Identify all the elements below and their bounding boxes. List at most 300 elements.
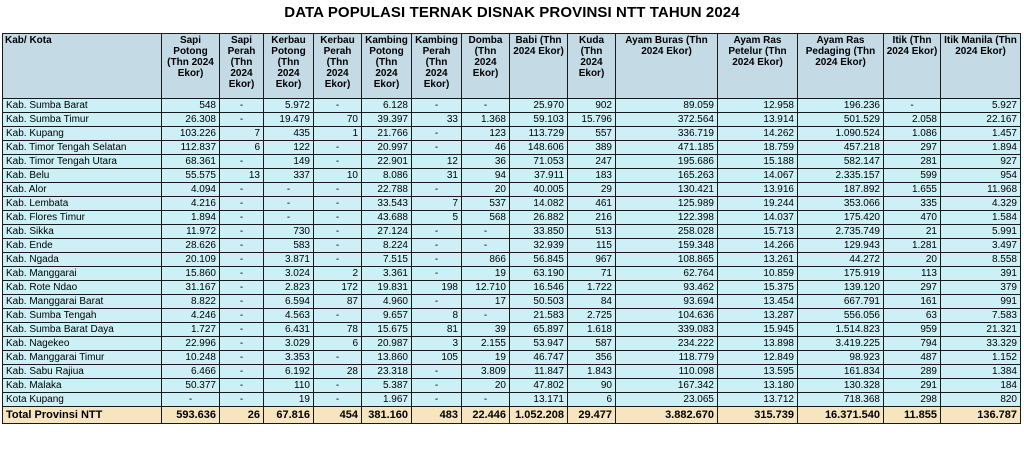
value-cell: 372.564	[616, 113, 718, 127]
value-cell: 19.244	[718, 197, 798, 211]
value-cell: -	[314, 211, 362, 225]
value-cell: -	[264, 211, 314, 225]
value-cell: 298	[884, 393, 941, 407]
value-cell: 1.384	[941, 365, 1021, 379]
value-cell: 12.710	[462, 281, 510, 295]
value-cell: -	[264, 183, 314, 197]
table-row	[3, 337, 1021, 351]
value-cell: 12.849	[718, 351, 798, 365]
value-cell: -	[220, 211, 264, 225]
value-cell: 667.791	[798, 295, 884, 309]
value-cell: 11.968	[941, 183, 1021, 197]
value-cell: 47.802	[510, 379, 568, 393]
value-cell: 20.987	[362, 337, 412, 351]
value-cell: 391	[941, 267, 1021, 281]
region-name-cell: Kab. Manggarai	[3, 267, 162, 281]
column-header: Babi (Thn 2024 Ekor)	[510, 34, 568, 99]
region-name-cell: Kab. Sumba Timur	[3, 113, 162, 127]
value-cell: 967	[568, 253, 616, 267]
value-cell: -	[220, 281, 264, 295]
value-cell: 461	[568, 197, 616, 211]
value-cell: 129.943	[798, 239, 884, 253]
value-cell: -	[412, 393, 462, 407]
value-cell: 5.991	[941, 225, 1021, 239]
value-cell: 7	[220, 127, 264, 141]
value-cell: 1.281	[884, 239, 941, 253]
value-cell: -	[220, 309, 264, 323]
value-cell: -	[412, 183, 462, 197]
value-cell: 22.167	[941, 113, 1021, 127]
table-row	[3, 239, 1021, 253]
value-cell: 10	[314, 169, 362, 183]
value-cell: 15.675	[362, 323, 412, 337]
value-cell: 65.897	[510, 323, 568, 337]
value-cell: -	[314, 155, 362, 169]
value-cell: 103.226	[162, 127, 220, 141]
value-cell: 46.747	[510, 351, 568, 365]
total-value-cell: 29.477	[568, 407, 616, 424]
value-cell: 1.655	[884, 183, 941, 197]
value-cell: -	[314, 99, 362, 113]
value-cell: 32.939	[510, 239, 568, 253]
value-cell: 2.155	[462, 337, 510, 351]
value-cell: 33.850	[510, 225, 568, 239]
value-cell: 195.686	[616, 155, 718, 169]
value-cell: 2.735.749	[798, 225, 884, 239]
value-cell: 2.058	[884, 113, 941, 127]
value-cell: 556.056	[798, 309, 884, 323]
value-cell: 56.845	[510, 253, 568, 267]
value-cell: 26.882	[510, 211, 568, 225]
value-cell: 183	[568, 169, 616, 183]
value-cell: 14.037	[718, 211, 798, 225]
column-header: Kambing Potong (Thn 2024 Ekor)	[362, 34, 412, 99]
value-cell: 389	[568, 141, 616, 155]
value-cell: 89.059	[616, 99, 718, 113]
value-cell: 22.901	[362, 155, 412, 169]
value-cell: 187.892	[798, 183, 884, 197]
value-cell: -	[884, 99, 941, 113]
header-row	[3, 34, 1021, 99]
value-cell: 13.914	[718, 113, 798, 127]
value-cell: 820	[941, 393, 1021, 407]
value-cell: 4.329	[941, 197, 1021, 211]
value-cell: -	[462, 309, 510, 323]
value-cell: 15.945	[718, 323, 798, 337]
value-cell: -	[412, 239, 462, 253]
table-row	[3, 141, 1021, 155]
value-cell: 379	[941, 281, 1021, 295]
value-cell: 339.083	[616, 323, 718, 337]
region-name-cell: Kab. Flores Timur	[3, 211, 162, 225]
region-name-cell: Kab. Ngada	[3, 253, 162, 267]
value-cell: 81	[412, 323, 462, 337]
value-cell: 5.972	[264, 99, 314, 113]
value-cell: 4.094	[162, 183, 220, 197]
value-cell: 501.529	[798, 113, 884, 127]
value-cell: 20.997	[362, 141, 412, 155]
value-cell: 6.466	[162, 365, 220, 379]
column-header: Sapi Perah (Thn 2024 Ekor)	[220, 34, 264, 99]
value-cell: 90	[568, 379, 616, 393]
value-cell: 20	[884, 253, 941, 267]
value-cell: 70	[314, 113, 362, 127]
value-cell: -	[220, 337, 264, 351]
table-row	[3, 393, 1021, 407]
value-cell: -	[220, 393, 264, 407]
value-cell: 1.722	[568, 281, 616, 295]
value-cell: 149	[264, 155, 314, 169]
value-cell: 53.947	[510, 337, 568, 351]
table-row	[3, 127, 1021, 141]
region-name-cell: Kab. Manggarai Timur	[3, 351, 162, 365]
total-label-cell: Total Provinsi NTT	[3, 407, 162, 424]
value-cell: -	[220, 113, 264, 127]
value-cell: 36	[462, 155, 510, 169]
value-cell: 13	[220, 169, 264, 183]
value-cell: 10.248	[162, 351, 220, 365]
value-cell: -	[314, 253, 362, 267]
value-cell: 1.514.823	[798, 323, 884, 337]
value-cell: 50.377	[162, 379, 220, 393]
value-cell: 5	[412, 211, 462, 225]
value-cell: 25.970	[510, 99, 568, 113]
value-cell: 3.871	[264, 253, 314, 267]
value-cell: -	[314, 197, 362, 211]
column-header: Kerbau Perah (Thn 2024 Ekor)	[314, 34, 362, 99]
region-name-cell: Kota Kupang	[3, 393, 162, 407]
value-cell: 15.188	[718, 155, 798, 169]
value-cell: 104.636	[616, 309, 718, 323]
table-row	[3, 99, 1021, 113]
value-cell: 258.028	[616, 225, 718, 239]
value-cell: 3.419.225	[798, 337, 884, 351]
column-header: Kerbau Potong (Thn 2024 Ekor)	[264, 34, 314, 99]
value-cell: 7	[412, 197, 462, 211]
value-cell: 336.719	[616, 127, 718, 141]
value-cell: 28	[314, 365, 362, 379]
value-cell: 21	[884, 225, 941, 239]
value-cell: 23.065	[616, 393, 718, 407]
table-row	[3, 365, 1021, 379]
region-name-cell: Kab. Kupang	[3, 127, 162, 141]
value-cell: -	[314, 393, 362, 407]
region-name-cell: Kab. Nagekeo	[3, 337, 162, 351]
total-value-cell: 381.160	[362, 407, 412, 424]
region-name-cell: Kab. Sumba Barat	[3, 99, 162, 113]
value-cell: 19	[462, 351, 510, 365]
total-value-cell: 315.739	[718, 407, 798, 424]
value-cell: -	[412, 99, 462, 113]
value-cell: 11.847	[510, 365, 568, 379]
value-cell: 902	[568, 99, 616, 113]
value-cell: 587	[568, 337, 616, 351]
value-cell: 139.120	[798, 281, 884, 295]
value-cell: 14.067	[718, 169, 798, 183]
value-cell: 14.082	[510, 197, 568, 211]
total-value-cell: 136.787	[941, 407, 1021, 424]
value-cell: 3.024	[264, 267, 314, 281]
table-row	[3, 211, 1021, 225]
value-cell: 33.329	[941, 337, 1021, 351]
value-cell: 718.368	[798, 393, 884, 407]
value-cell: -	[314, 141, 362, 155]
value-cell: 78	[314, 323, 362, 337]
value-cell: 582.147	[798, 155, 884, 169]
value-cell: 19	[264, 393, 314, 407]
value-cell: 21.321	[941, 323, 1021, 337]
total-value-cell: 454	[314, 407, 362, 424]
value-cell: 71.053	[510, 155, 568, 169]
value-cell: 13.712	[718, 393, 798, 407]
value-cell: 8.558	[941, 253, 1021, 267]
value-cell: 3.361	[362, 267, 412, 281]
column-header-kab-kota: Kab/ Kota	[3, 34, 162, 99]
value-cell: -	[462, 393, 510, 407]
table-row	[3, 225, 1021, 239]
value-cell: 2.823	[264, 281, 314, 295]
value-cell: 110	[264, 379, 314, 393]
table-row	[3, 197, 1021, 211]
value-cell: 13.180	[718, 379, 798, 393]
total-value-cell: 1.052.208	[510, 407, 568, 424]
value-cell: 291	[884, 379, 941, 393]
value-cell: 19.831	[362, 281, 412, 295]
value-cell: 105	[412, 351, 462, 365]
value-cell: 1.090.524	[798, 127, 884, 141]
total-value-cell: 16.371.540	[798, 407, 884, 424]
value-cell: 471.185	[616, 141, 718, 155]
value-cell: 3.809	[462, 365, 510, 379]
value-cell: 44.272	[798, 253, 884, 267]
value-cell: 4.246	[162, 309, 220, 323]
value-cell: -	[412, 295, 462, 309]
value-cell: 6	[220, 141, 264, 155]
total-value-cell: 67.816	[264, 407, 314, 424]
value-cell: 20	[462, 183, 510, 197]
value-cell: 165.263	[616, 169, 718, 183]
value-cell: 13.860	[362, 351, 412, 365]
value-cell: 959	[884, 323, 941, 337]
value-cell: -	[314, 309, 362, 323]
value-cell: 21.583	[510, 309, 568, 323]
column-header: Itik (Thn 2024 Ekor)	[884, 34, 941, 99]
value-cell: -	[314, 379, 362, 393]
value-cell: 8.822	[162, 295, 220, 309]
value-cell: 175.919	[798, 267, 884, 281]
value-cell: -	[220, 351, 264, 365]
value-cell: 26.308	[162, 113, 220, 127]
value-cell: 110.098	[616, 365, 718, 379]
value-cell: 3	[412, 337, 462, 351]
value-cell: 1.967	[362, 393, 412, 407]
value-cell: 23.318	[362, 365, 412, 379]
value-cell: 50.503	[510, 295, 568, 309]
value-cell: 17	[462, 295, 510, 309]
value-cell: 234.222	[616, 337, 718, 351]
value-cell: 866	[462, 253, 510, 267]
value-cell: 4.216	[162, 197, 220, 211]
total-row	[3, 407, 1021, 424]
region-name-cell: Kab. Malaka	[3, 379, 162, 393]
value-cell: 122.398	[616, 211, 718, 225]
total-value-cell: 22.446	[462, 407, 510, 424]
value-cell: 19	[462, 267, 510, 281]
value-cell: 29	[568, 183, 616, 197]
value-cell: 43.688	[362, 211, 412, 225]
column-header: Sapi Potong (Thn 2024 Ekor)	[162, 34, 220, 99]
value-cell: 98.923	[798, 351, 884, 365]
value-cell: 289	[884, 365, 941, 379]
total-value-cell: 593.636	[162, 407, 220, 424]
value-cell: 557	[568, 127, 616, 141]
value-cell: 40.005	[510, 183, 568, 197]
table-row	[3, 183, 1021, 197]
population-table	[2, 33, 1021, 424]
value-cell: 13.171	[510, 393, 568, 407]
region-name-cell: Kab. Sumba Tengah	[3, 309, 162, 323]
value-cell: 12	[412, 155, 462, 169]
value-cell: 39	[462, 323, 510, 337]
value-cell: 123	[462, 127, 510, 141]
value-cell: 33	[412, 113, 462, 127]
value-cell: 6.594	[264, 295, 314, 309]
table-row	[3, 351, 1021, 365]
table-row	[3, 253, 1021, 267]
value-cell: 21.766	[362, 127, 412, 141]
value-cell: -	[412, 141, 462, 155]
value-cell: 94	[462, 169, 510, 183]
value-cell: 28.626	[162, 239, 220, 253]
table-row	[3, 169, 1021, 183]
value-cell: 548	[162, 99, 220, 113]
value-cell: -	[462, 225, 510, 239]
table-row	[3, 295, 1021, 309]
value-cell: 335	[884, 197, 941, 211]
value-cell: -	[220, 267, 264, 281]
value-cell: 31.167	[162, 281, 220, 295]
value-cell: 33.543	[362, 197, 412, 211]
value-cell: 3.029	[264, 337, 314, 351]
value-cell: -	[220, 295, 264, 309]
value-cell: 115	[568, 239, 616, 253]
value-cell: 84	[568, 295, 616, 309]
value-cell: -	[314, 239, 362, 253]
value-cell: 2	[314, 267, 362, 281]
column-header: Itik Manila (Thn 2024 Ekor)	[941, 34, 1021, 99]
value-cell: 1.152	[941, 351, 1021, 365]
total-value-cell: 11.855	[884, 407, 941, 424]
value-cell: 118.779	[616, 351, 718, 365]
table-row	[3, 323, 1021, 337]
value-cell: 4.563	[264, 309, 314, 323]
value-cell: 22.788	[362, 183, 412, 197]
value-cell: 583	[264, 239, 314, 253]
value-cell: 108.865	[616, 253, 718, 267]
region-name-cell: Kab. Timor Tengah Selatan	[3, 141, 162, 155]
value-cell: 12.958	[718, 99, 798, 113]
value-cell: 730	[264, 225, 314, 239]
value-cell: 20.109	[162, 253, 220, 267]
value-cell: 1.727	[162, 323, 220, 337]
value-cell: 568	[462, 211, 510, 225]
value-cell: 184	[941, 379, 1021, 393]
value-cell: 954	[941, 169, 1021, 183]
value-cell: -	[462, 99, 510, 113]
value-cell: 15.375	[718, 281, 798, 295]
value-cell: 1.894	[162, 211, 220, 225]
value-cell: 297	[884, 281, 941, 295]
value-cell: 2.725	[568, 309, 616, 323]
value-cell: 15.860	[162, 267, 220, 281]
value-cell: 6	[314, 337, 362, 351]
value-cell: 353.066	[798, 197, 884, 211]
value-cell: 196.236	[798, 99, 884, 113]
column-header: Kambing Perah (Thn 2024 Ekor)	[412, 34, 462, 99]
value-cell: 13.287	[718, 309, 798, 323]
value-cell: 9.657	[362, 309, 412, 323]
column-header: Ayam Ras Petelur (Thn 2024 Ekor)	[718, 34, 798, 99]
value-cell: -	[220, 225, 264, 239]
column-header: Kuda (Thn 2024 Ekor)	[568, 34, 616, 99]
total-value-cell: 483	[412, 407, 462, 424]
value-cell: 59.103	[510, 113, 568, 127]
value-cell: 1.618	[568, 323, 616, 337]
value-cell: 122	[264, 141, 314, 155]
column-header: Domba (Thn 2024 Ekor)	[462, 34, 510, 99]
value-cell: 113.729	[510, 127, 568, 141]
value-cell: 198	[412, 281, 462, 295]
value-cell: -	[220, 99, 264, 113]
region-name-cell: Kab. Timor Tengah Utara	[3, 155, 162, 169]
table-row	[3, 281, 1021, 295]
value-cell: -	[412, 379, 462, 393]
value-cell: 6	[568, 393, 616, 407]
value-cell: -	[220, 379, 264, 393]
value-cell: 112.837	[162, 141, 220, 155]
value-cell: 161.834	[798, 365, 884, 379]
page-title: DATA POPULASI TERNAK DISNAK PROVINSI NTT TAHUN 2024	[284, 4, 740, 21]
value-cell: 93.462	[616, 281, 718, 295]
total-value-cell: 3.882.670	[616, 407, 718, 424]
value-cell: 1.843	[568, 365, 616, 379]
value-cell: 13.261	[718, 253, 798, 267]
value-cell: 13.916	[718, 183, 798, 197]
value-cell: 15.796	[568, 113, 616, 127]
value-cell: -	[220, 239, 264, 253]
value-cell: 927	[941, 155, 1021, 169]
value-cell: 247	[568, 155, 616, 169]
value-cell: 487	[884, 351, 941, 365]
value-cell: -	[220, 155, 264, 169]
value-cell: 8.086	[362, 169, 412, 183]
value-cell: 537	[462, 197, 510, 211]
value-cell: 1.457	[941, 127, 1021, 141]
value-cell: 7.515	[362, 253, 412, 267]
table-row	[3, 155, 1021, 169]
value-cell: 172	[314, 281, 362, 295]
value-cell: 337	[264, 169, 314, 183]
value-cell: 8.224	[362, 239, 412, 253]
value-cell: 18.759	[718, 141, 798, 155]
value-cell: -	[412, 267, 462, 281]
region-name-cell: Kab. Sumba Barat Daya	[3, 323, 162, 337]
value-cell: 148.606	[510, 141, 568, 155]
value-cell: -	[314, 225, 362, 239]
value-cell: -	[264, 197, 314, 211]
value-cell: 87	[314, 295, 362, 309]
value-cell: -	[162, 393, 220, 407]
